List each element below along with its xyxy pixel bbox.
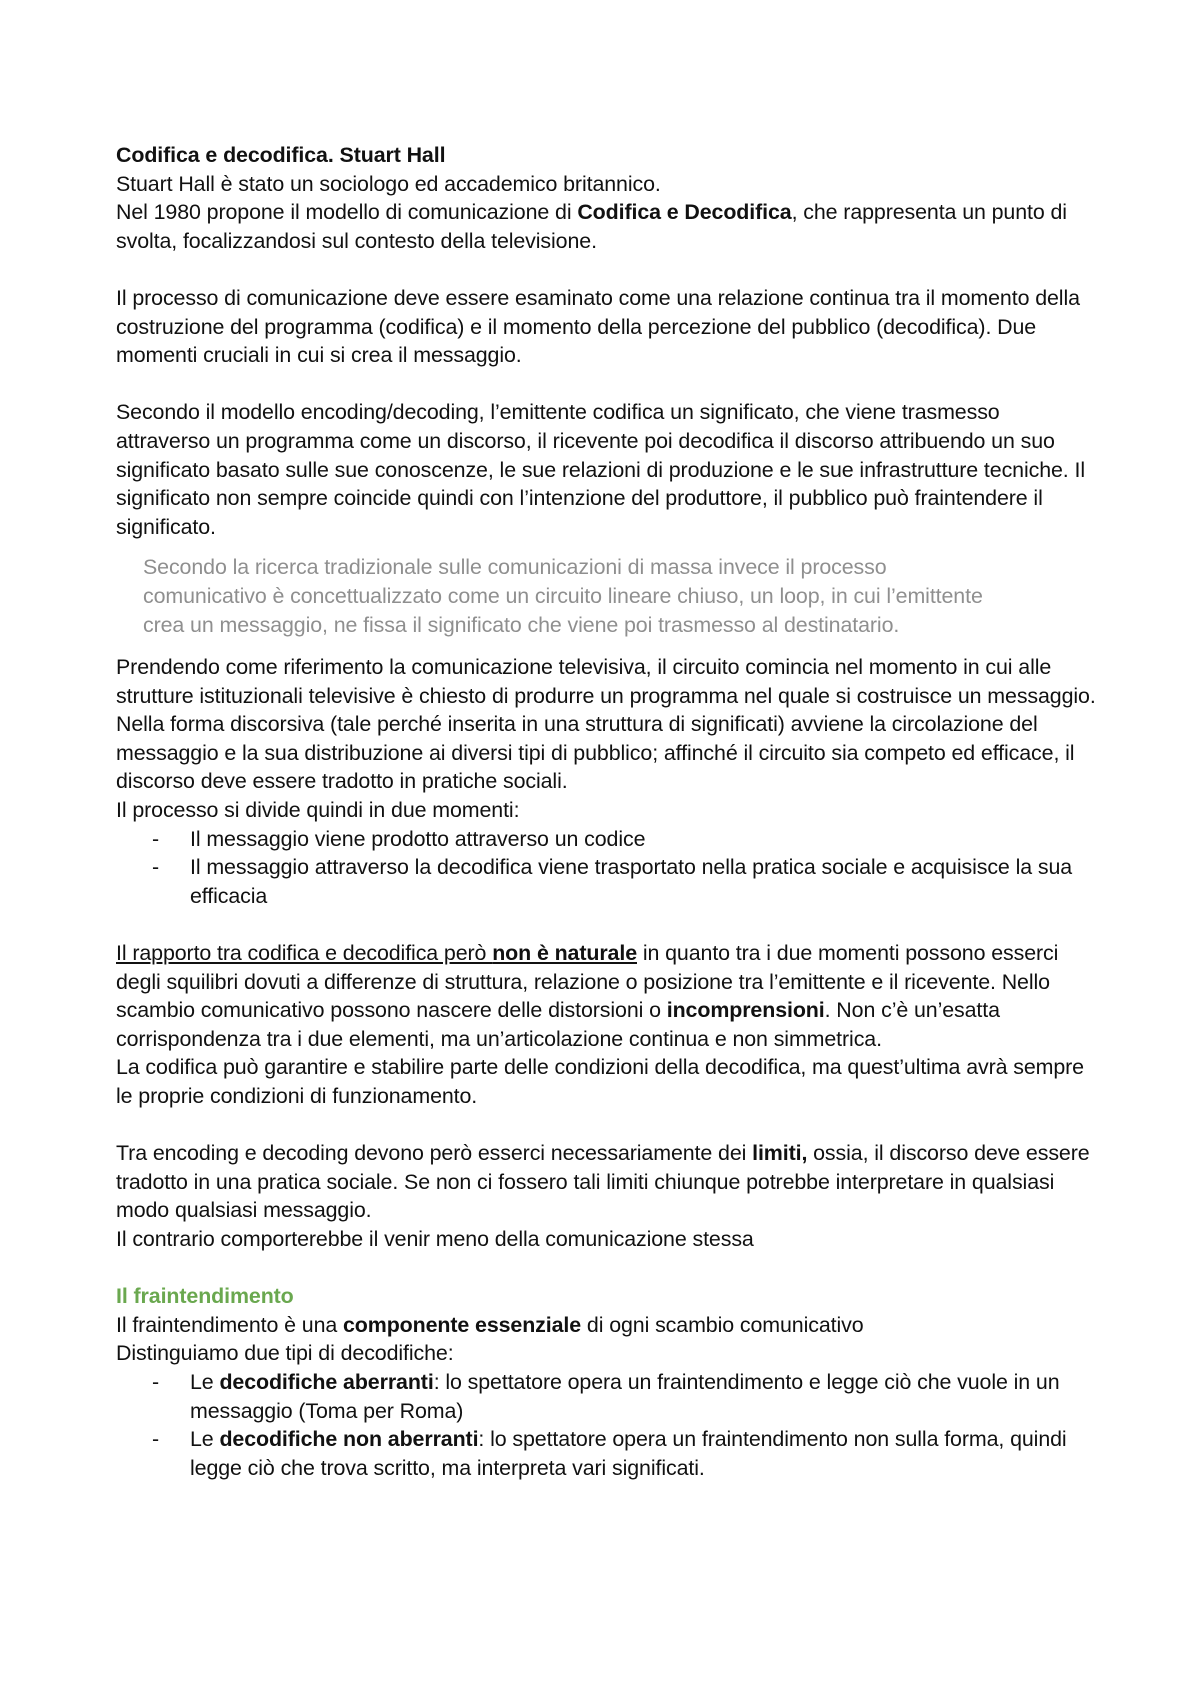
fraint-text: Il fraintendimento è una bbox=[116, 1312, 344, 1337]
limiti-text-end: ossia, il discorso deve essere tradotto in una pratica sociale. Se non ci fossero tali limiti chiunque potrebbe interpretare in qualsiasi modo qualsiasi messaggio. bbox=[116, 1141, 1090, 1223]
rapporto-text: in quanto tra i due momenti possono esserci degli squilibri dovuti a differenze di struttura, relazione o posizione tra l’emittente e il ricevente. Nello scambio comunicativo possono nascere delle distorsioni o bbox=[116, 941, 1059, 1023]
tv-paragraph-1: Prendendo come riferimento la comunicazione televisiva, il circuito comincia nel momento in cui alle strutture istituzionali televisive è chiesto di produrre un programma nel quale si costruisce un messaggio. bbox=[116, 655, 1096, 708]
fraint-bold: componente essenziale bbox=[343, 1312, 582, 1337]
limiti-paragraph bbox=[116, 1139, 1096, 1225]
rapporto-paragraph-2: La codifica può garantire e stabilire parte delle condizioni della decodifica, ma quest’ultima avrà sempre le proprie condizioni di funzionamento. bbox=[116, 1055, 1084, 1108]
limiti-text: Tra encoding e decoding devono però esserci necessariamente dei bbox=[116, 1141, 753, 1166]
item-bold: decodifiche non aberranti bbox=[219, 1427, 479, 1452]
model-paragraph: Secondo il modello encoding/decoding, l’emittente codifica un significato, che viene trasmesso attraverso un programma come un discorso, il ricevente poi decodifica il discorso attribuendo un suo significato basato sulle sue conoscenze, le sue relazioni di produzione e le sue infrastrutture tecniche. Il significato non sempre coincide quindi con l’intenzione del produttore, il pubblico può fraintendere il significato. bbox=[116, 400, 1085, 539]
process-paragraph: Il processo di comunicazione deve essere esaminato come una relazione continua tra il momento della costruzione del programma (codifica) e il momento della percezione del pubblico (decodifica). Due momenti cruciali in cui si crea il messaggio. bbox=[116, 285, 1080, 368]
rapporto-bold: incomprensioni bbox=[666, 998, 825, 1023]
rapporto-underlined bbox=[116, 941, 637, 965]
list-item bbox=[152, 1368, 1096, 1425]
rapporto-text-end: . Non c’è un’esatta corrispondenza tra i due elementi, ma un’articolazione continua e non simmetrica. bbox=[116, 998, 1000, 1051]
quote-paragraph: Secondo la ricerca tradizionale sulle comunicazioni di massa invece il processo comunicativo è concettualizzato come un circuito lineare chiuso, un loop, in cui l’emittente crea un messaggio, ne fissa il significato che viene poi trasmesso al destinatario. bbox=[143, 555, 983, 637]
intro-bold: Codifica e Decodifica bbox=[577, 200, 792, 225]
limiti-paragraph-2: Il contrario comporterebbe il venir meno della comunicazione stessa bbox=[116, 1226, 754, 1251]
list-item: - Il messaggio viene prodotto attraverso un codice bbox=[152, 825, 1096, 854]
item-text-end: : lo spettatore opera un fraintendimento non sulla forma, quindi legge ciò che trova scritto, ma interpreta vari significati. bbox=[190, 1427, 1067, 1480]
intro-line: Stuart Hall è stato un sociologo ed accademico britannico. bbox=[116, 171, 661, 196]
moments-list bbox=[116, 825, 1096, 911]
fraint-paragraph-2: Distinguiamo due tipi di decodifiche: bbox=[116, 1341, 454, 1366]
list-item bbox=[152, 1425, 1096, 1482]
item-text: Le bbox=[190, 1427, 220, 1452]
rapporto-underlined-text: Il rapporto tra codifica e decodifica però bbox=[116, 941, 493, 966]
fraint-text-end: di ogni scambio comunicativo bbox=[581, 1312, 864, 1337]
intro-text-end: , che rappresenta un punto di svolta, focalizzandosi sul contesto della televisione. bbox=[116, 200, 1067, 253]
decodifiche-list bbox=[116, 1368, 1096, 1482]
limiti-bold: limiti, bbox=[752, 1141, 808, 1166]
document-page bbox=[116, 141, 1096, 1482]
item-text: Le bbox=[190, 1369, 220, 1394]
tv-paragraph-2: Nella forma discorsiva (tale perché inserita in una struttura di significati) avviene la circolazione del messaggio e la sua distribuzione ai diversi tipi di pubblico; affinché il circuito sia competo ed efficace, il discorso deve essere tradotto in pratiche sociali. bbox=[116, 712, 1075, 794]
intro-paragraph bbox=[116, 198, 1096, 255]
rapporto-paragraph bbox=[116, 939, 1096, 1053]
intro-text: Nel 1980 propone il modello di comunicazione di bbox=[116, 200, 578, 225]
fraint-paragraph bbox=[116, 1311, 1096, 1340]
list-item: - Il messaggio attraverso la decodifica viene trasportato nella pratica sociale e acquisisce la sua efficacia bbox=[152, 853, 1096, 910]
item-bold: decodifiche aberranti bbox=[219, 1369, 434, 1394]
document-title: Codifica e decodifica. Stuart Hall bbox=[116, 143, 446, 167]
rapporto-underlined-bold: non è naturale bbox=[492, 941, 637, 966]
item-text-end: : lo spettatore opera un fraintendimento e legge ciò che vuole in un messaggio (Toma per Roma) bbox=[190, 1369, 1060, 1423]
tv-paragraph-3: Il processo si divide quindi in due momenti: bbox=[116, 798, 520, 823]
section-heading-fraintendimento: Il fraintendimento bbox=[116, 1284, 294, 1309]
